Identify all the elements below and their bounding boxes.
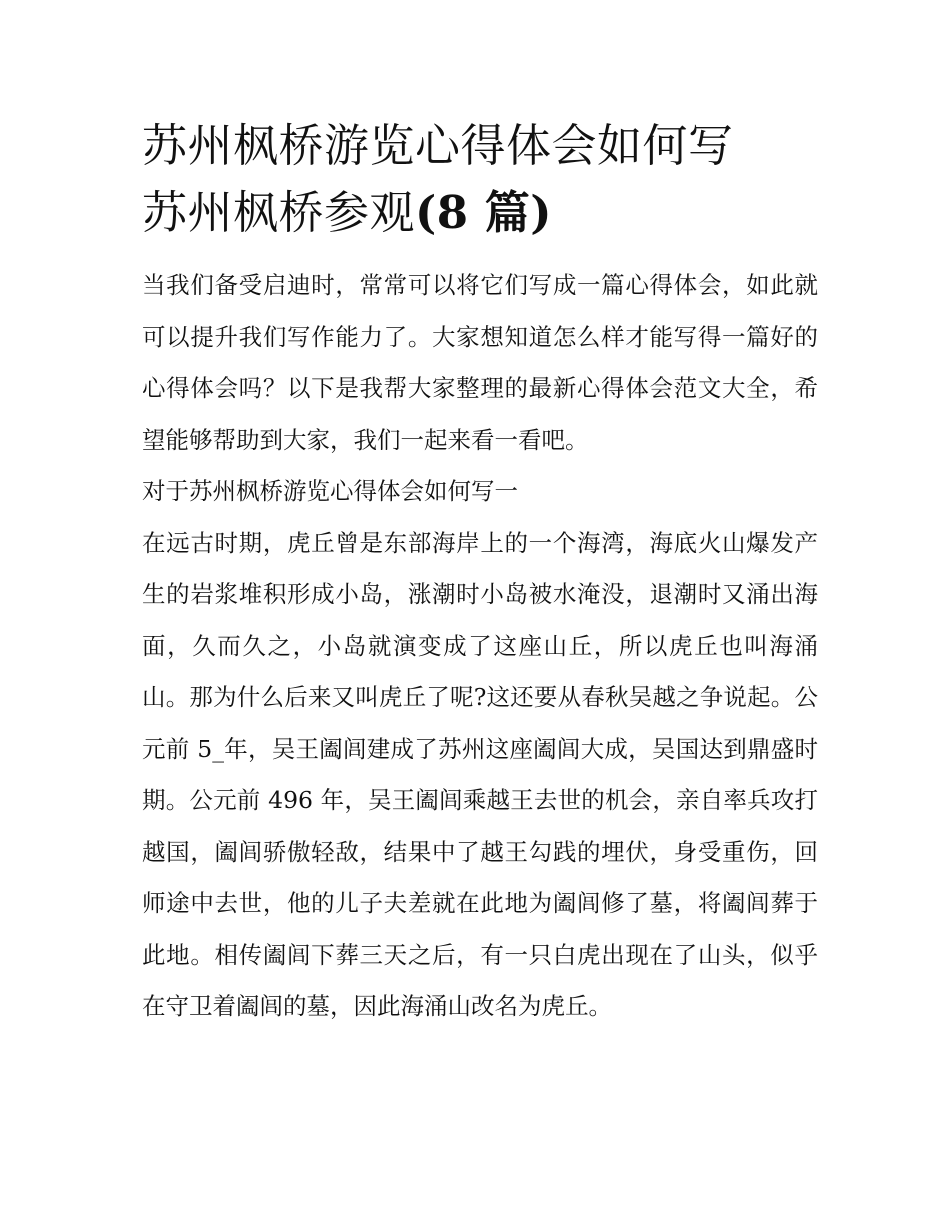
intro-paragraph: 当我们备受启迪时，常常可以将它们写成一篇心得体会，如此就可以提升我们写作能力了。大家想知道怎么样才能写得一篇好的心得体会吗？以下是我帮大家整理的最新心得体会范文大全，希望能够帮助到大家，我们一起来看一看吧。 xyxy=(142,271,818,454)
title-line-1: 苏州枫桥游览心得体会如何写 xyxy=(142,119,734,172)
title-line-2-main: 苏州枫桥参观 xyxy=(142,186,416,239)
document-page xyxy=(142,112,818,1033)
title-line-2 xyxy=(142,179,818,246)
document-title xyxy=(142,112,818,246)
document-body xyxy=(142,260,818,1033)
section-heading: 对于苏州枫桥游览心得体会如何写一 xyxy=(142,477,518,505)
body-paragraph: 在远古时期，虎丘曾是东部海岸上的一个海湾，海底火山爆发产生的岩浆堆积形成小岛，涨潮时小岛被水淹没，退潮时又涌出海面，久而久之，小岛就演变成了这座山丘，所以虎丘也叫海涌山。那为什么后来又叫虎丘了呢?这还要从春秋吴越之争说起。公元前 5_年，吴王阖闾建成了苏州这座阖闾大成，吴国达到鼎盛时期。公元前 496 年，吴王阖闾乘越王去世的机会，亲自率兵攻打越国，阖闾骄傲轻敌，结果中了越王勾践的埋伏，身受重伤，回师途中去世，他的儿子夫差就在此地为阖闾修了墓，将阖闾葬于此地。相传阖闾下葬三天之后，有一只白虎出现在了山头，似乎在守卫着阖闾的墓，因此海涌山改名为虎丘。 xyxy=(142,528,818,1020)
title-line-2-count: (8 篇) xyxy=(415,186,553,239)
